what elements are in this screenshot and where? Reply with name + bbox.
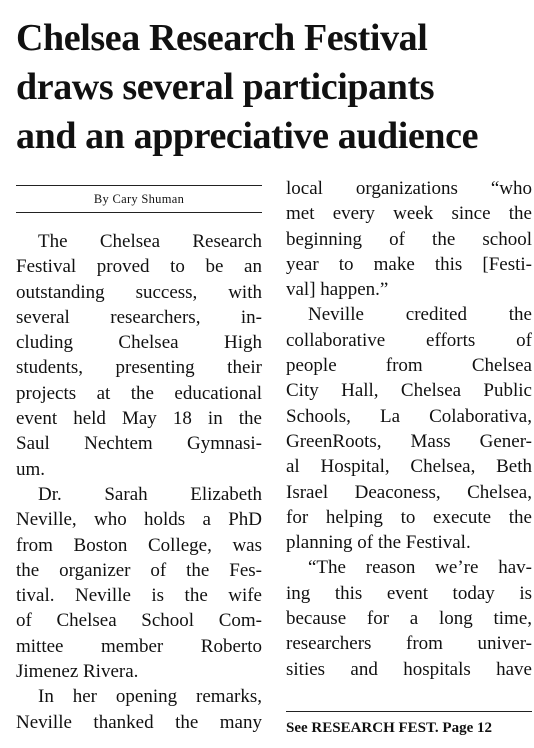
- text-line: because for a long time,: [286, 608, 532, 630]
- text-line: um.: [16, 458, 46, 480]
- text-line: beginning of the school: [286, 228, 532, 250]
- headline: [16, 14, 528, 161]
- byline: By Cary Shuman: [16, 185, 262, 213]
- headline-line-2: draws several participants: [16, 66, 435, 108]
- text-line: sities and hospitals have: [286, 658, 532, 680]
- text-line: for helping to execute the: [286, 506, 532, 528]
- text-line: Jimenez Rivera.: [16, 661, 139, 683]
- text-line: people from Chelsea: [286, 355, 532, 377]
- text-line: projects at the educational: [16, 382, 262, 404]
- headline-line-1: Chelsea Research Festival: [16, 17, 428, 59]
- text-line: met every week since the: [286, 203, 532, 225]
- text-line: local organizations “who: [286, 178, 532, 199]
- text-line: Dr. Sarah Elizabeth: [38, 483, 262, 505]
- text-line: GreenRoots, Mass Gener-: [286, 430, 532, 452]
- text-line: Israel Deaconess, Chelsea,: [286, 481, 532, 503]
- text-line: collaborative efforts of: [286, 329, 532, 351]
- text-line: event held May 18 in the: [16, 408, 262, 430]
- text-line: tival. Neville is the wife: [16, 585, 262, 607]
- article-column-1: [16, 229, 262, 735]
- text-line: from Boston College, was: [16, 534, 262, 556]
- article-column-2: [286, 176, 532, 682]
- text-line: outstanding success, with: [16, 281, 262, 303]
- text-line: students, presenting their: [16, 357, 262, 379]
- text-line: cluding Chelsea High: [16, 332, 262, 354]
- text-line: al Hospital, Chelsea, Beth: [286, 456, 532, 478]
- text-line: Festival proved to be an: [16, 256, 262, 278]
- text-line: Neville credited the: [308, 304, 532, 326]
- text-line: Saul Nechtem Gymnasi-: [16, 433, 262, 455]
- text-line: Schools, La Colaborativa,: [286, 405, 532, 427]
- text-line: “The reason we’re hav-: [308, 557, 532, 579]
- text-line: ing this event today is: [286, 582, 532, 604]
- text-line: year to make this [Festi-: [286, 253, 532, 275]
- text-line: planning of the Festival.: [286, 532, 471, 554]
- text-line: The Chelsea Research: [38, 231, 262, 252]
- text-line: several researchers, in-: [16, 306, 262, 328]
- text-line: researchers from univer-: [286, 633, 532, 655]
- continued-jump-line: See RESEARCH FEST. Page 12: [286, 711, 532, 737]
- headline-line-3: and an appreciative audience: [16, 115, 479, 157]
- text-line: City Hall, Chelsea Public: [286, 380, 532, 402]
- text-line: mittee member Roberto: [16, 635, 262, 657]
- text-line: of Chelsea School Com-: [16, 610, 262, 632]
- text-line: the organizer of the Fes-: [16, 559, 262, 581]
- text-line: Neville thanked the many: [16, 711, 262, 733]
- text-line: Neville, who holds a PhD: [16, 509, 262, 531]
- text-line: val] happen.”: [286, 279, 389, 301]
- text-line: In her opening remarks,: [38, 686, 262, 708]
